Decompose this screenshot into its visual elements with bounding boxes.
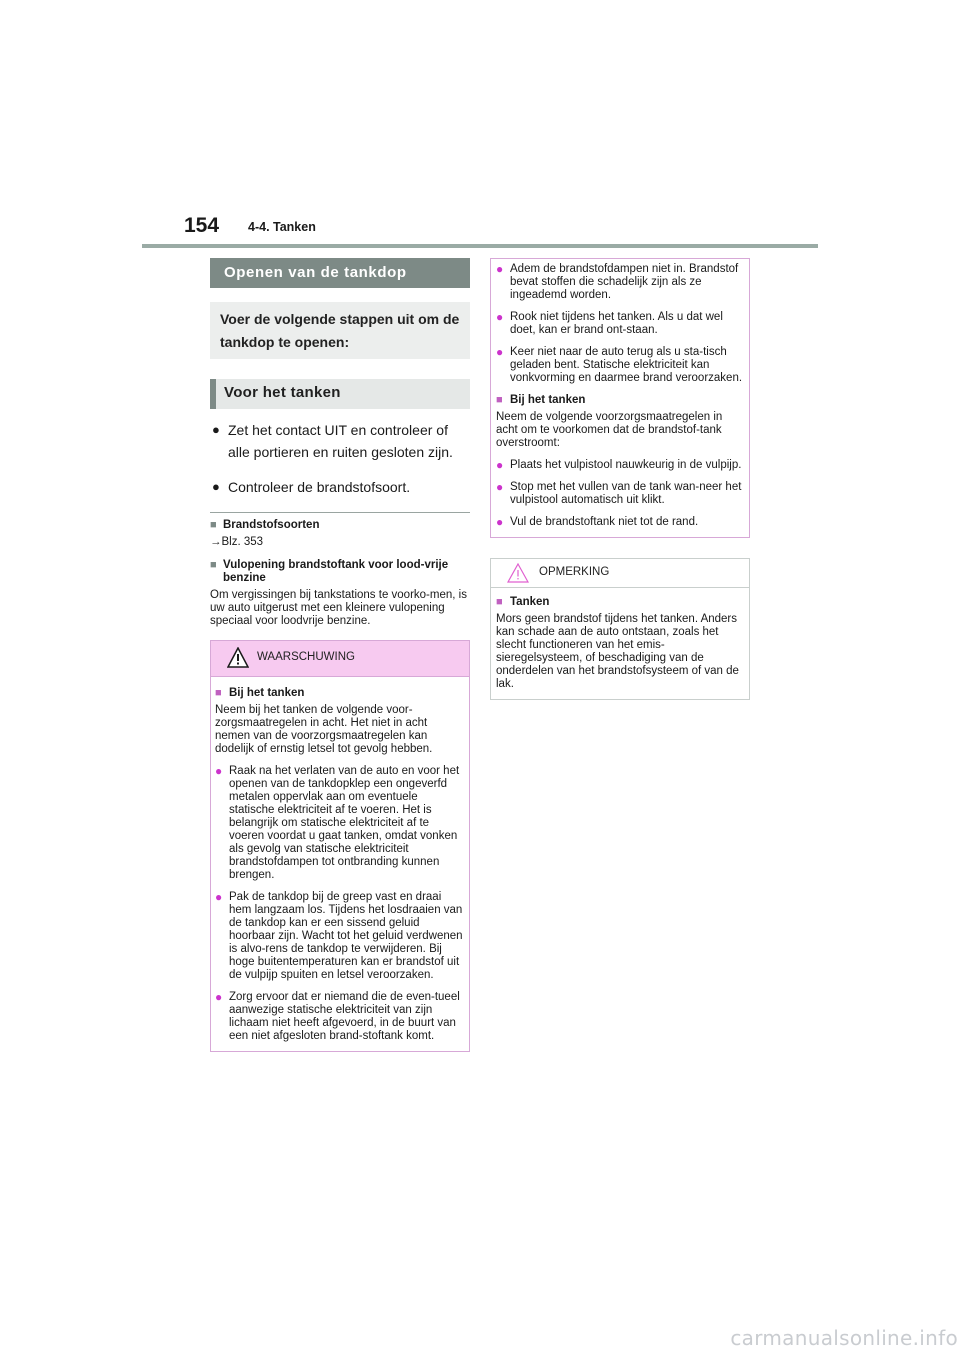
warning-bullet xyxy=(496,311,744,337)
warning-heading xyxy=(496,394,744,407)
notice-heading xyxy=(496,596,744,609)
right-column xyxy=(490,258,750,700)
square-bullet-icon: ■ xyxy=(210,559,217,571)
notice-title: OPMERKING xyxy=(539,566,610,578)
bullet-dot-icon: ● xyxy=(215,990,223,1004)
bullet-dot-icon: ● xyxy=(496,480,504,494)
warning-title: WAARSCHUWING xyxy=(257,651,355,663)
step-list xyxy=(210,419,470,498)
warning-body xyxy=(211,677,469,1051)
notice-title-bar xyxy=(491,559,749,588)
bullet-dot-icon: ● xyxy=(496,345,504,359)
header-rule xyxy=(142,244,818,248)
step-item xyxy=(210,419,470,463)
warning-bullet-text: Vul de brandstoftank niet tot de rand. xyxy=(510,516,699,528)
warning-bullet-text: Zorg ervoor dat er niemand die de even-tueel aanwezige statische elektriciteit van zijn lichaam niet heeft afgevoerd, in de buurt van een niet afgesloten brand-stoftank komt. xyxy=(229,991,460,1042)
warning-heading-text: Bij het tanken xyxy=(229,687,305,699)
note-text: →Blz. 353 xyxy=(210,536,264,548)
warning-intro: Neem bij het tanken de volgende voor-zorgsmaatregelen in acht. Het niet in acht nemen van de voorzorgsmaatregelen kan dodelijk of ernstig letsel tot gevolg hebben. xyxy=(215,704,433,755)
warning-box xyxy=(210,640,470,1052)
square-bullet-icon: ■ xyxy=(496,596,503,608)
step-text: Controleer de brandstofsoort. xyxy=(228,479,411,495)
warning-bullet-text: Rook niet tijdens het tanken. Als u dat wel doet, kan er brand ont-staan. xyxy=(510,311,723,336)
bullet-dot-icon: ● xyxy=(496,262,504,276)
note-heading xyxy=(210,519,470,532)
notice-heading-text: Tanken xyxy=(510,596,550,608)
warning-title-bar xyxy=(211,641,469,677)
warning-bullet xyxy=(496,346,744,385)
section-label: 4-4. Tanken xyxy=(248,220,316,234)
subsection-title: Voor het tanken xyxy=(210,379,470,409)
notice-body xyxy=(491,588,749,699)
warning-bullet xyxy=(215,765,465,882)
warning-bullet-text: Plaats het vulpistool nauwkeurig in de vulpijp. xyxy=(510,459,742,471)
notice-text: Mors geen brandstof tijdens het tanken. Anders kan schade aan de auto ontstaan, zoals het slecht functioneren van het emis-sieregelsysteem, of beschadiging van de onderdelen van het brandstofsysteem of van de lak. xyxy=(496,613,739,690)
page-number: 154 xyxy=(184,214,220,237)
warning-heading-text: Bij het tanken xyxy=(510,394,586,406)
warning-bullet xyxy=(496,516,744,529)
note-text: Om vergissingen bij tankstations te voorko-men, is uw auto uitgerust met een kleinere vulopening speciaal voor loodvrije benzine. xyxy=(210,589,467,627)
square-bullet-icon: ■ xyxy=(210,519,217,531)
warning-bullet-text: Raak na het verlaten van de auto en voor het openen van de tankdopklep een ongeverfd metalen oppervlak aan om eventuele statische elektriciteit af te voeren. Het is belangrijk om statische elektriciteit af te voeren voordat u gaat tanken, omdat vonken als gevolg van statische elektriciteit brandstofdampen tot ontbranding kunnen brengen. xyxy=(229,765,460,881)
note-heading-text: Vulopening brandstoftank voor lood-vrije benzine xyxy=(223,559,449,584)
warning-heading xyxy=(215,687,465,700)
bullet-dot-icon: ● xyxy=(212,422,220,437)
warning-bullet-text: Stop met het vullen van de tank wan-neer het vulpistool automatisch uit klikt. xyxy=(510,481,742,506)
warning-bullet xyxy=(496,263,744,302)
square-bullet-icon: ■ xyxy=(496,394,503,406)
bullet-dot-icon: ● xyxy=(215,764,223,778)
warning-bullet-text: Adem de brandstofdampen niet in. Brandstof bevat stoffen die schadelijk zijn als ze ingeademd worden. xyxy=(510,263,739,301)
bullet-dot-icon: ● xyxy=(496,310,504,324)
warning-bullet-text: Pak de tankdop bij de greep vast en draai hem langzaam los. Tijdens het losdraaien van de tankdop kan er een sissend geluid hoorbaar zijn. Wacht tot het geluid verdwenen is alvo-rens de tankdop te verwijderen. Bij hoge buitentemperaturen kan er brandstof uit de vulpijp spuiten en letsel veroorzaken. xyxy=(229,891,463,981)
square-bullet-icon: ■ xyxy=(215,687,222,699)
bullet-dot-icon: ● xyxy=(215,890,223,904)
watermark: carmanualsonline.info xyxy=(730,1326,958,1350)
bullet-dot-icon: ● xyxy=(212,479,220,494)
bullet-dot-icon: ● xyxy=(496,458,504,472)
warning-box-continued xyxy=(490,258,750,538)
section-title: Openen van de tankdop xyxy=(210,258,470,288)
bullet-dot-icon: ● xyxy=(496,515,504,529)
warning-bullet xyxy=(215,891,465,982)
note-heading-text: Brandstofsoorten xyxy=(223,519,320,531)
step-text: Zet het contact UIT en controleer of alle portieren en ruiten gesloten zijn. xyxy=(228,422,453,460)
divider xyxy=(210,512,470,513)
step-item xyxy=(210,476,470,498)
note-heading xyxy=(210,559,470,585)
warning-bullet xyxy=(215,991,465,1043)
warning-intro: Neem de volgende voorzorgsmaatregelen in acht om te voorkomen dat de brandstof-tank overstroomt: xyxy=(496,411,723,449)
caution-triangle-icon xyxy=(507,563,529,588)
notice-box xyxy=(490,558,750,700)
left-column xyxy=(210,258,470,1052)
warning-bullet xyxy=(496,459,744,472)
warning-bullet xyxy=(496,481,744,507)
warning-bullet-text: Keer niet naar de auto terug als u sta-tisch geladen bent. Statische elektriciteit kan vonkvorming en daarmee brand veroorzaken. xyxy=(510,346,743,384)
warning-triangle-icon xyxy=(227,647,249,673)
intro-text: Voer de volgende stappen uit om de tankdop te openen: xyxy=(210,302,470,359)
